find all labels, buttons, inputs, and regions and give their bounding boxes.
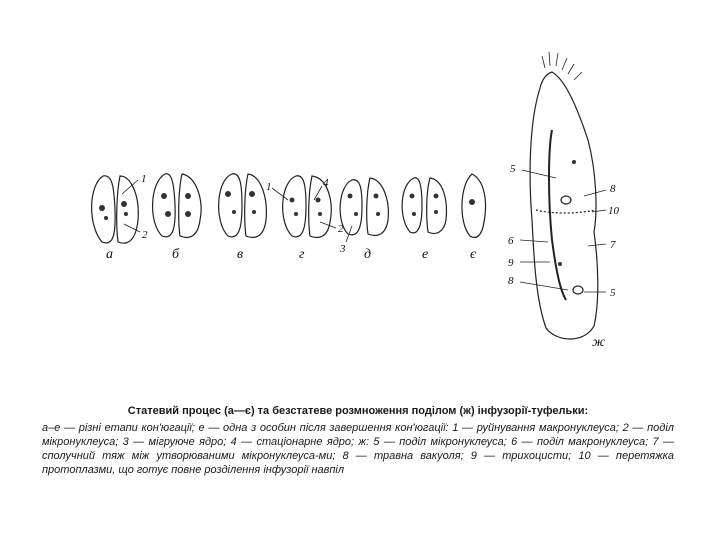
figure-caption [42,404,674,477]
number-label: 8 [610,183,616,195]
stage-label-d: д [364,247,372,262]
stage-label-b: б [172,247,180,262]
number-label: 8 [508,275,514,287]
stage-ye-cell [462,174,486,237]
number-label: 1 [266,181,272,193]
caption-title: Статевий процес (а—є) та безстатеве розмноження поділом (ж) інфузорії-туфельки: [127,405,589,417]
number-label: 7 [610,239,616,251]
number-label: 4 [323,177,329,189]
stage-v-cells [219,174,267,238]
number-label: 5 [610,287,616,299]
stage-label-g: г [299,247,305,262]
number-label: 5 [510,163,516,175]
number-label: 2 [338,223,344,235]
number-label: 2 [142,229,148,241]
number-label: 6 [508,235,514,247]
stage-label-v: в [237,247,244,262]
stage-label-e: е [422,247,429,262]
number-label: 1 [141,173,147,185]
number-label: 3 [340,243,346,255]
stage-label-zh: ж [592,335,606,350]
stage-b-cells [153,174,201,238]
stage-label-ye: є [470,247,477,262]
leader-lines [122,170,606,292]
number-label: 10 [608,205,619,217]
stage-label-a: а [106,247,113,262]
stage-zh-cell [530,52,598,339]
stage-d-cells [340,178,388,235]
number-label: 9 [508,257,514,269]
stage-e-cells [402,178,446,234]
caption-body: а–е — різні етапи кон'югації; е — одна з особин після завершення кон'югації: 1 — руйнування макронуклеуса; 2 — поділ мікронуклеуса; 3 — мігруюче ядро; 4 — стаціонарне ядро; ж: 5 — поділ мікронуклеуса; 6 — поділ макронуклеуса; 7 — сполучний тяж між утворюваними мікронуклеуса-ми; 8 — травна вакуоля; 9 — трихоцисти; 10 — перетяжка протоплазми, що готує повне розділення інфузорії навпіл [42,422,674,476]
